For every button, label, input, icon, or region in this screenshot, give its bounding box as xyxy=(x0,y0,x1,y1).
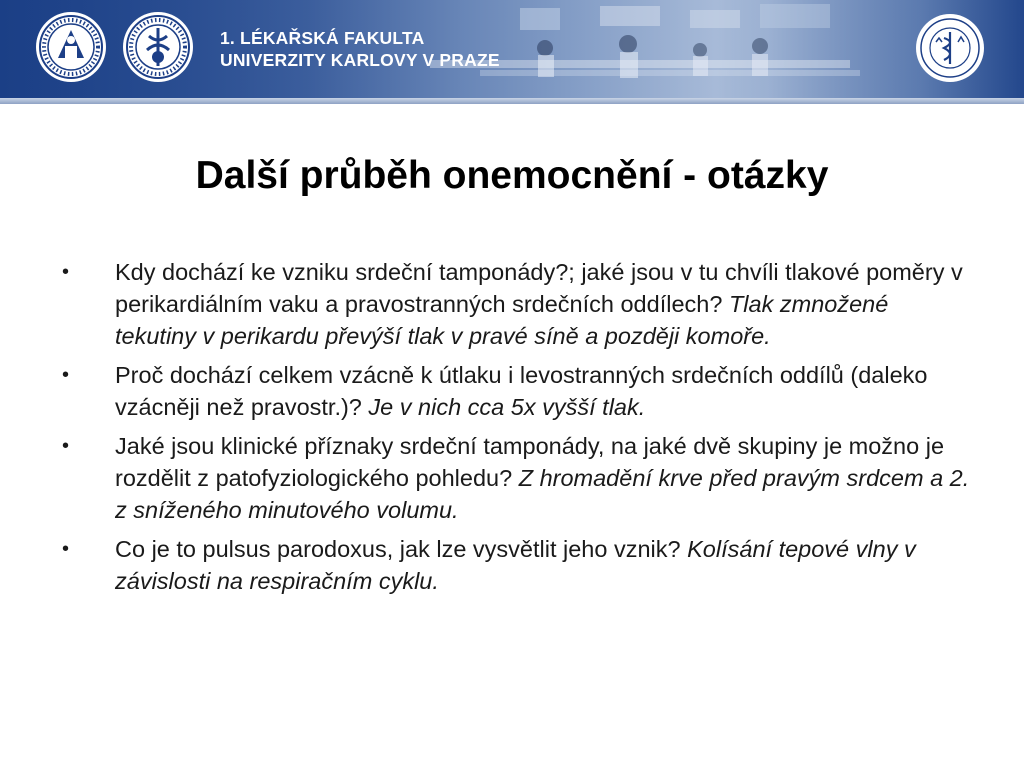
charles-university-seal xyxy=(34,10,108,84)
faculty-name-line1: 1. LÉKAŘSKÁ FAKULTA xyxy=(220,28,425,48)
header-divider xyxy=(0,98,1024,104)
list-item xyxy=(60,359,975,423)
question-list xyxy=(60,256,975,604)
bullet-icon: • xyxy=(62,538,70,560)
question-text: Kdy dochází ke vzniku srdeční tamponády?; jaké jsou v tu chvíli tlakové poměry v perikardiálním vaku a pravostranných srdečních oddílech? xyxy=(115,259,963,317)
faculty-name xyxy=(220,27,500,71)
question-text: Proč dochází celkem vzácně k útlaku i levostranných srdečních oddílů (daleko vzácněji než pravostr.)? xyxy=(115,362,928,420)
answer-text: Z hromadění krve před pravým srdcem a 2. z sníženého minutového volumu. xyxy=(115,465,970,523)
hospital-logo xyxy=(914,12,986,84)
list-item xyxy=(60,256,975,352)
answer-text: Kolísání tepové vlny v závislosti na respiračním cyklu. xyxy=(115,536,916,594)
answer-text: Tlak zmnožené tekutiny v perikardu převýší tlak v pravé síně a později komoře. xyxy=(115,291,889,349)
faculty-name-line2: UNIVERZITY KARLOVY V PRAZE xyxy=(220,50,500,70)
faculty-seal xyxy=(121,10,195,84)
slide-title: Další průběh onemocnění - otázky xyxy=(195,154,829,197)
bullet-icon: • xyxy=(62,261,70,283)
list-item xyxy=(60,533,975,597)
question-text: Jaké jsou klinické příznaky srdeční tamponády, na jaké dvě skupiny je možno je rozdělit z patofyziologického pohledu? xyxy=(115,433,945,491)
list-item xyxy=(60,430,975,526)
header-banner xyxy=(0,0,1024,104)
question-text: Co je to pulsus parodoxus, jak lze vysvětlit jeho vznik? xyxy=(115,536,681,562)
bullet-icon: • xyxy=(62,364,70,386)
bullet-icon: • xyxy=(62,435,70,457)
answer-text: Je v nich cca 5x vyšší tlak. xyxy=(368,394,646,420)
